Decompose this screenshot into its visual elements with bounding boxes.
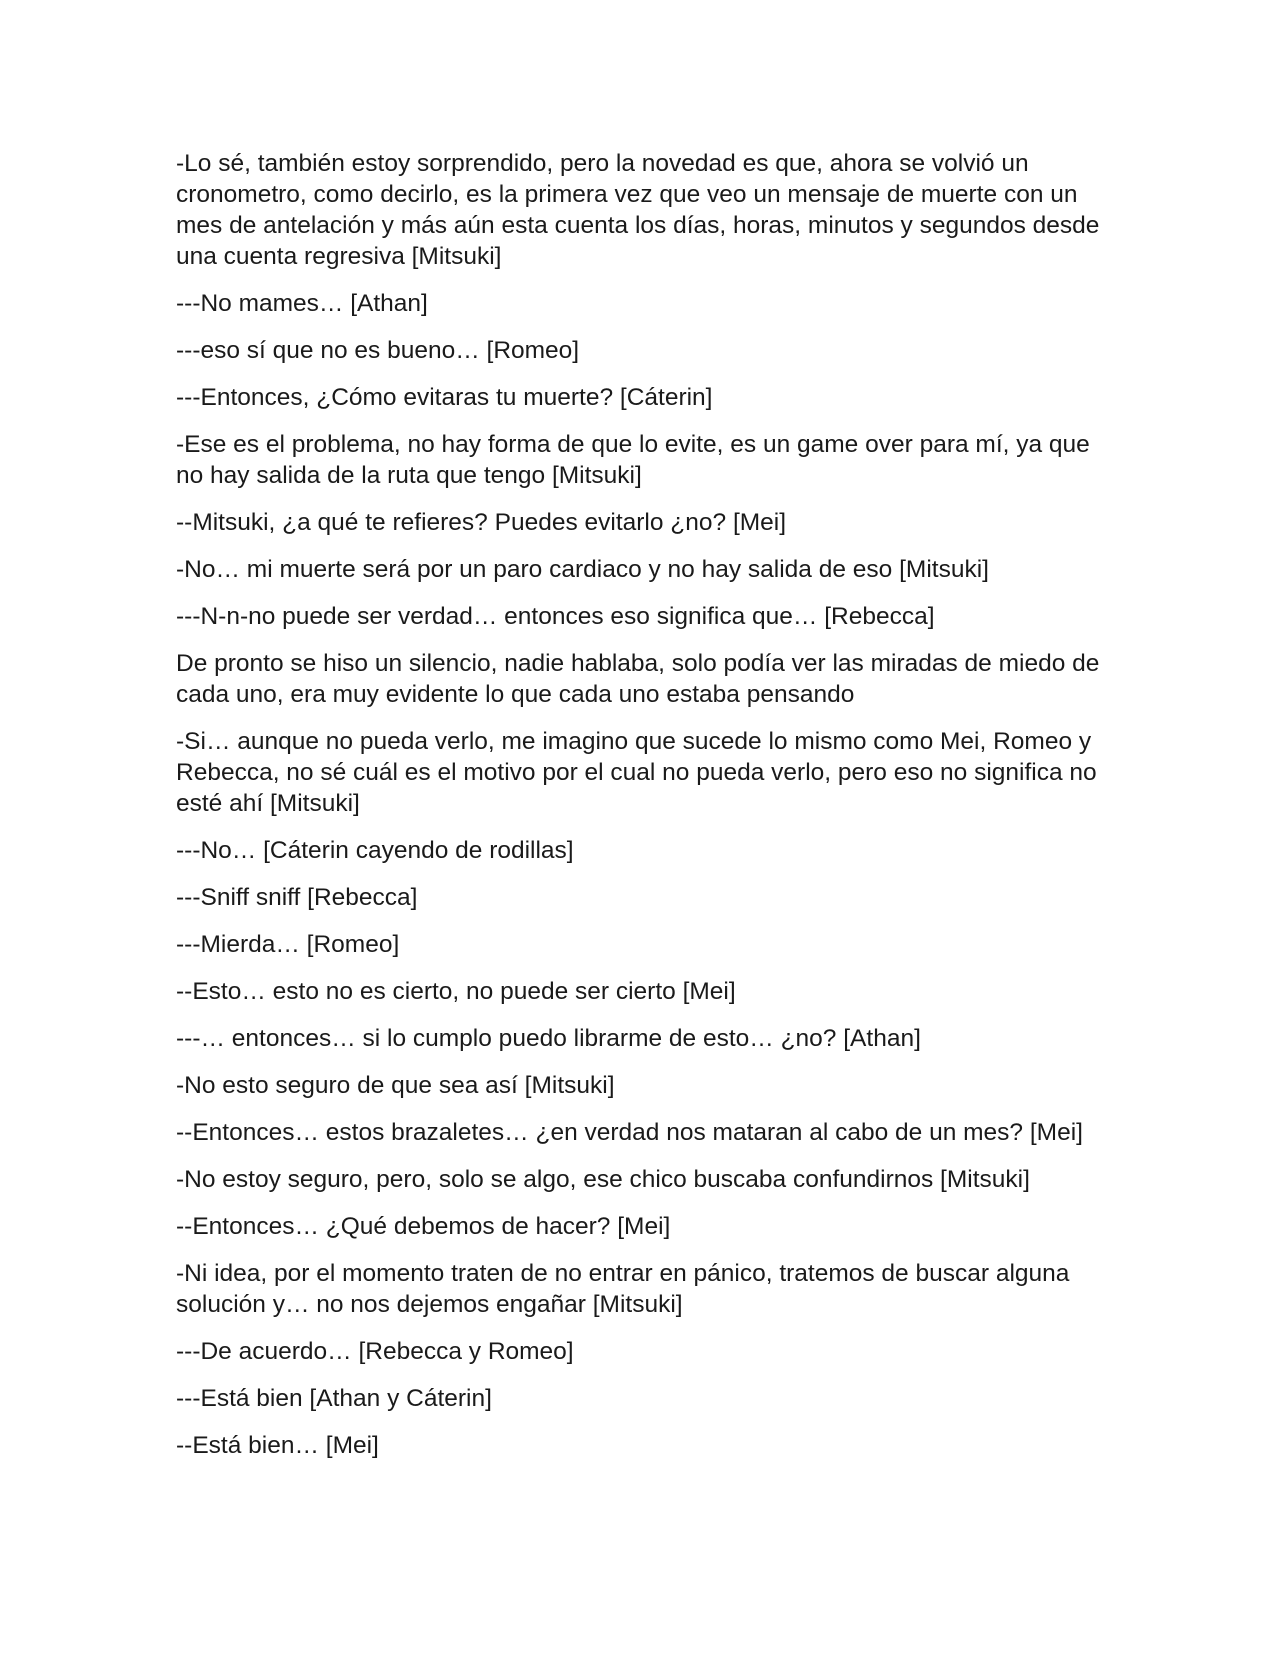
- paragraph: -Ese es el problema, no hay forma de que lo evite, es un game over para mí, ya que no hay salida de la ruta que tengo [Mitsuki]: [176, 431, 1090, 489]
- paragraph: ---eso sí que no es bueno… [Romeo]: [176, 337, 580, 364]
- paragraph: ---Mierda… [Romeo]: [176, 931, 400, 958]
- paragraph: --Esto… esto no es cierto, no puede ser cierto [Mei]: [176, 978, 736, 1005]
- paragraph: --Entonces… estos brazaletes… ¿en verdad nos mataran al cabo de un mes? [Mei]: [176, 1119, 1083, 1146]
- paragraph: ---Está bien [Athan y Cáterin]: [176, 1385, 492, 1412]
- paragraph: -Lo sé, también estoy sorprendido, pero la novedad es que, ahora se volvió un cronometro, como decirlo, es la primera vez que veo un mensaje de muerte con un mes de antelación y más aún esta cuenta los días, horas, minutos y segundos desde una cuenta regresiva [Mitsuki]: [176, 150, 1100, 270]
- document-body: [176, 148, 1106, 1477]
- paragraph: ---No mames… [Athan]: [176, 290, 428, 317]
- paragraph: ---De acuerdo… [Rebecca y Romeo]: [176, 1338, 574, 1365]
- paragraph: --Entonces… ¿Qué debemos de hacer? [Mei]: [176, 1213, 671, 1240]
- paragraph: ---Sniff sniff [Rebecca]: [176, 884, 418, 911]
- paragraph: -No… mi muerte será por un paro cardiaco y no hay salida de eso [Mitsuki]: [176, 556, 989, 583]
- paragraph: -No estoy seguro, pero, solo se algo, ese chico buscaba confundirnos [Mitsuki]: [176, 1166, 1030, 1193]
- paragraph: ---… entonces… si lo cumplo puedo librarme de esto… ¿no? [Athan]: [176, 1025, 921, 1052]
- paragraph: -Ni idea, por el momento traten de no entrar en pánico, tratemos de buscar alguna solución y… no nos dejemos engañar [Mitsuki]: [176, 1260, 1070, 1318]
- paragraph: ---No… [Cáterin cayendo de rodillas]: [176, 837, 574, 864]
- paragraph: ---N-n-no puede ser verdad… entonces eso significa que… [Rebecca]: [176, 603, 935, 630]
- paragraph: -Si… aunque no pueda verlo, me imagino que sucede lo mismo como Mei, Romeo y Rebecca, no sé cuál es el motivo por el cual no pueda verlo, pero eso no significa no esté ahí [Mitsuki]: [176, 728, 1097, 817]
- paragraph: ---Entonces, ¿Cómo evitaras tu muerte? [Cáterin]: [176, 384, 713, 411]
- paragraph: --Mitsuki, ¿a qué te refieres? Puedes evitarlo ¿no? [Mei]: [176, 509, 787, 536]
- paragraph: De pronto se hiso un silencio, nadie hablaba, solo podía ver las miradas de miedo de cada uno, era muy evidente lo que cada uno estaba pensando: [176, 650, 1100, 708]
- paragraph: -No esto seguro de que sea así [Mitsuki]: [176, 1072, 615, 1099]
- paragraph: --Está bien… [Mei]: [176, 1432, 379, 1459]
